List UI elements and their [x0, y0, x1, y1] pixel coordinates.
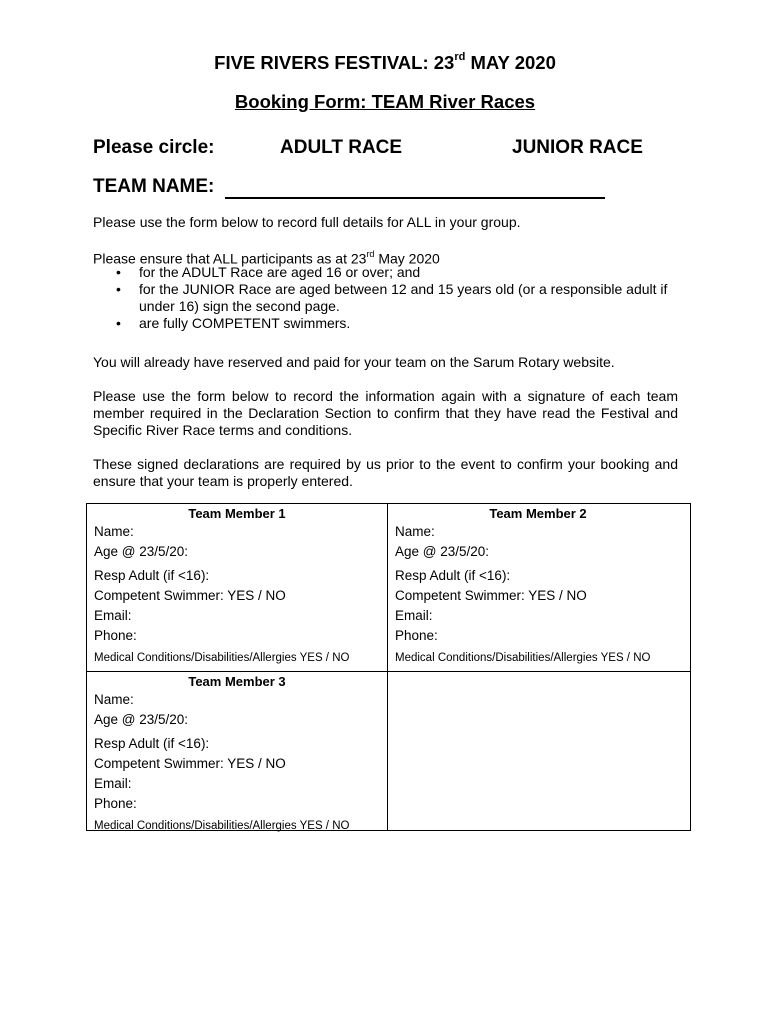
bullet-icon: • — [116, 315, 121, 331]
team-member-3-cell — [87, 672, 387, 839]
email-field[interactable]: Email: — [94, 776, 132, 791]
resp-adult-field[interactable]: Resp Adult (if <16): — [94, 568, 210, 583]
junior-race-option[interactable]: JUNIOR RACE — [512, 137, 643, 158]
email-field[interactable]: Email: — [395, 608, 433, 623]
medical-conditions-field[interactable]: Medical Conditions/Disabilities/Allergies YES / NO — [94, 820, 350, 832]
title-superscript: rd — [454, 50, 466, 63]
declarations-text: These signed declarations are required by us prior to the event to confirm your booking and ensure that your team is properly entered. — [93, 456, 678, 489]
medical-conditions-field[interactable]: Medical Conditions/Disabilities/Allergies YES / NO — [94, 652, 350, 664]
team-name-field[interactable] — [225, 197, 605, 199]
page-title — [0, 52, 770, 74]
bullet-icon: • — [116, 264, 121, 280]
ensure-superscript: rd — [366, 249, 375, 259]
age-field[interactable]: Age @ 23/5/20: — [94, 544, 189, 559]
phone-field[interactable]: Phone: — [94, 628, 137, 643]
list-item — [93, 281, 678, 315]
team-member-heading: Team Member 3 — [188, 674, 286, 689]
list-item-text: are fully COMPETENT swimmers. — [139, 315, 351, 331]
title-end: MAY 2020 — [465, 52, 556, 73]
ensure-suffix: May 2020 — [374, 250, 440, 267]
list-item — [93, 264, 678, 281]
name-field[interactable]: Name: — [395, 524, 435, 539]
team-name-label: TEAM NAME: — [93, 176, 215, 197]
age-field[interactable]: Age @ 23/5/20: — [395, 544, 490, 559]
email-field[interactable]: Email: — [94, 608, 132, 623]
team-member-heading: Team Member 1 — [188, 506, 286, 521]
name-field[interactable]: Name: — [94, 524, 134, 539]
age-field[interactable]: Age @ 23/5/20: — [94, 712, 189, 727]
list-item-text: for the JUNIOR Race are aged between 12 and 15 years old (or a responsible adult if under 16) sign the second page. — [139, 281, 668, 314]
requirements-list — [93, 264, 678, 332]
phone-field[interactable]: Phone: — [94, 796, 137, 811]
page-subtitle: Booking Form: TEAM River Races — [234, 91, 536, 112]
reserved-text: You will already have reserved and paid for your team on the Sarum Rotary website. — [93, 354, 615, 370]
empty-cell — [388, 672, 688, 839]
team-member-heading: Team Member 2 — [489, 506, 587, 521]
team-member-1-cell — [87, 504, 387, 671]
team-member-2-cell — [388, 504, 688, 671]
list-item-text: for the ADULT Race are aged 16 or over; and — [139, 264, 421, 280]
intro-text: Please use the form below to record full details for ALL in your group. — [93, 214, 521, 230]
medical-conditions-field[interactable]: Medical Conditions/Disabilities/Allergies YES / NO — [395, 652, 651, 664]
competent-swimmer-field[interactable]: Competent Swimmer: YES / NO — [395, 588, 587, 603]
resp-adult-field[interactable]: Resp Adult (if <16): — [94, 736, 210, 751]
adult-race-option[interactable]: ADULT RACE — [280, 137, 403, 158]
resp-adult-field[interactable]: Resp Adult (if <16): — [395, 568, 511, 583]
title-main: FIVE RIVERS FESTIVAL: 23 — [214, 52, 455, 73]
circle-label: Please circle: — [93, 137, 215, 158]
phone-field[interactable]: Phone: — [395, 628, 438, 643]
competent-swimmer-field[interactable]: Competent Swimmer: YES / NO — [94, 756, 286, 771]
record-text: Please use the form below to record the information again with a signature of each team member required in the Declaration Section to confirm that they have read the Festival and Specific River Race terms and conditions. — [93, 388, 678, 438]
name-field[interactable]: Name: — [94, 692, 134, 707]
bullet-icon: • — [116, 281, 121, 297]
team-members-table — [86, 503, 691, 831]
list-item — [93, 315, 678, 332]
competent-swimmer-field[interactable]: Competent Swimmer: YES / NO — [94, 588, 286, 603]
ensure-prefix: Please ensure that ALL participants as at 23 — [93, 250, 367, 267]
